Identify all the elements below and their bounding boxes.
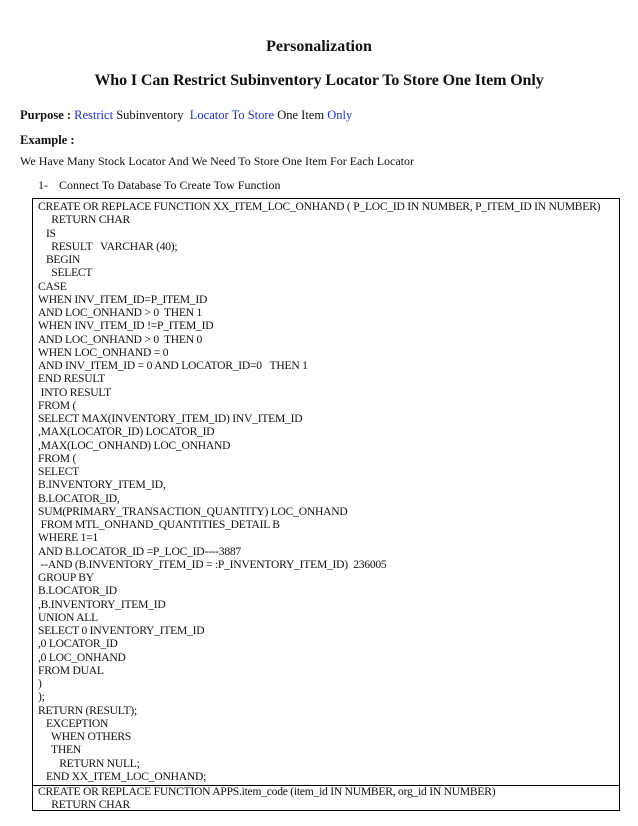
code-line: BEGIN [38,253,81,266]
code-line: SELECT 0 INVENTORY_ITEM_ID [38,624,205,637]
purpose-word-locator: Locator To Store [189,108,275,122]
code-line: THEN [38,743,81,757]
purpose-word-restrict: Restrict [74,108,114,122]
code-line: ) [38,677,42,690]
code-line: SELECT [38,465,80,478]
example-label: Example : [20,133,75,147]
intro-text: We Have Many Stock Locator And We Need To Store One Item For Each Locator [20,154,415,168]
code-line: ,0 LOCATOR_ID [38,637,118,651]
code-line: FROM ( [38,398,77,412]
code-line: CREATE OR REPLACE FUNCTION XX_ITEM_LOC_ONHAND ( P_LOC_ID IN NUMBER, P_ITEM_ID IN NUMBER) [38,200,601,213]
code-line: RETURN CHAR [38,798,130,811]
code-line: B.LOCATOR_ID, [38,491,120,505]
purpose-word-one-item: One Item [277,108,325,122]
code-line: AND INV_ITEM_ID = 0 AND LOCATOR_ID=0 THEN 1 [38,359,308,372]
code-line: WHERE 1=1 [38,531,98,545]
code-line: AND LOC_ONHAND > 0 THEN 0 [38,332,203,346]
step-text: Connect To Database To Create Tow Function [59,178,281,192]
code-line: WHEN LOC_ONHAND = 0 [38,345,169,359]
code-line: RETURN NULL; [38,756,140,770]
code-line: B.INVENTORY_ITEM_ID, [38,478,166,492]
code-line: SUM(PRIMARY_TRANSACTION_QUANTITY) LOC_ONHAND [38,504,348,518]
step-number: 1- [38,178,48,192]
purpose-label: Purpose : [20,108,72,122]
page-title: Personalization [266,38,372,55]
code-line: ,MAX(LOCATOR_ID) LOCATOR_ID [38,425,215,439]
code-line: ,MAX(LOC_ONHAND) LOC_ONHAND [38,438,231,452]
code-line: INTO RESULT [38,385,112,399]
code-line: ,0 LOC_ONHAND [38,650,126,664]
code-line: AND B.LOCATOR_ID =P_LOC_ID----3887 [38,544,241,558]
purpose-word-subinventory: Subinventory [116,108,184,122]
code-line: END RESULT [38,372,105,386]
code-line: B.LOCATOR_ID [38,584,117,598]
code-line: AND LOC_ONHAND > 0 THEN 1 [38,306,203,319]
code-line: IS [38,226,56,240]
purpose-line [20,108,352,123]
code-line: GROUP BY [38,571,94,584]
code-line: WHEN INV_ITEM_ID !=P_ITEM_ID [38,319,214,333]
code-line: WHEN OTHERS [38,730,132,743]
code-line: CASE [38,279,67,293]
code-line: EXCEPTION [38,716,109,730]
step-item [38,178,280,193]
code-line: ,B.INVENTORY_ITEM_ID [38,597,166,611]
code-line: SELECT MAX(INVENTORY_ITEM_ID) INV_ITEM_ID [38,412,303,425]
code-line: FROM MTL_ONHAND_QUANTITIES_DETAIL B [38,518,280,531]
code-line: SELECT [38,266,93,280]
code-line: UNION ALL [38,610,98,624]
code-line: WHEN INV_ITEM_ID=P_ITEM_ID [38,292,208,306]
code-line: CREATE OR REPLACE FUNCTION APPS.item_code (item_id IN NUMBER, org_id IN NUMBER) [38,785,496,798]
code-line: END XX_ITEM_LOC_ONHAND; [38,769,207,783]
code-line: ); [38,690,45,704]
code-line: FROM DUAL [38,663,104,677]
page-subtitle: Who I Can Restrict Subinventory Locator To Store One Item Only [94,72,544,89]
code-line: --AND (B.INVENTORY_ITEM_ID = :P_INVENTORY_ITEM_ID) 236005 [38,557,387,571]
code-line: RETURN (RESULT); [38,703,137,717]
code-line: RESULT VARCHAR (40); [38,239,178,253]
purpose-word-only: Only [327,108,353,122]
code-block [32,198,620,811]
code-line: RETURN CHAR [38,213,130,227]
code-line: FROM ( [38,451,77,465]
